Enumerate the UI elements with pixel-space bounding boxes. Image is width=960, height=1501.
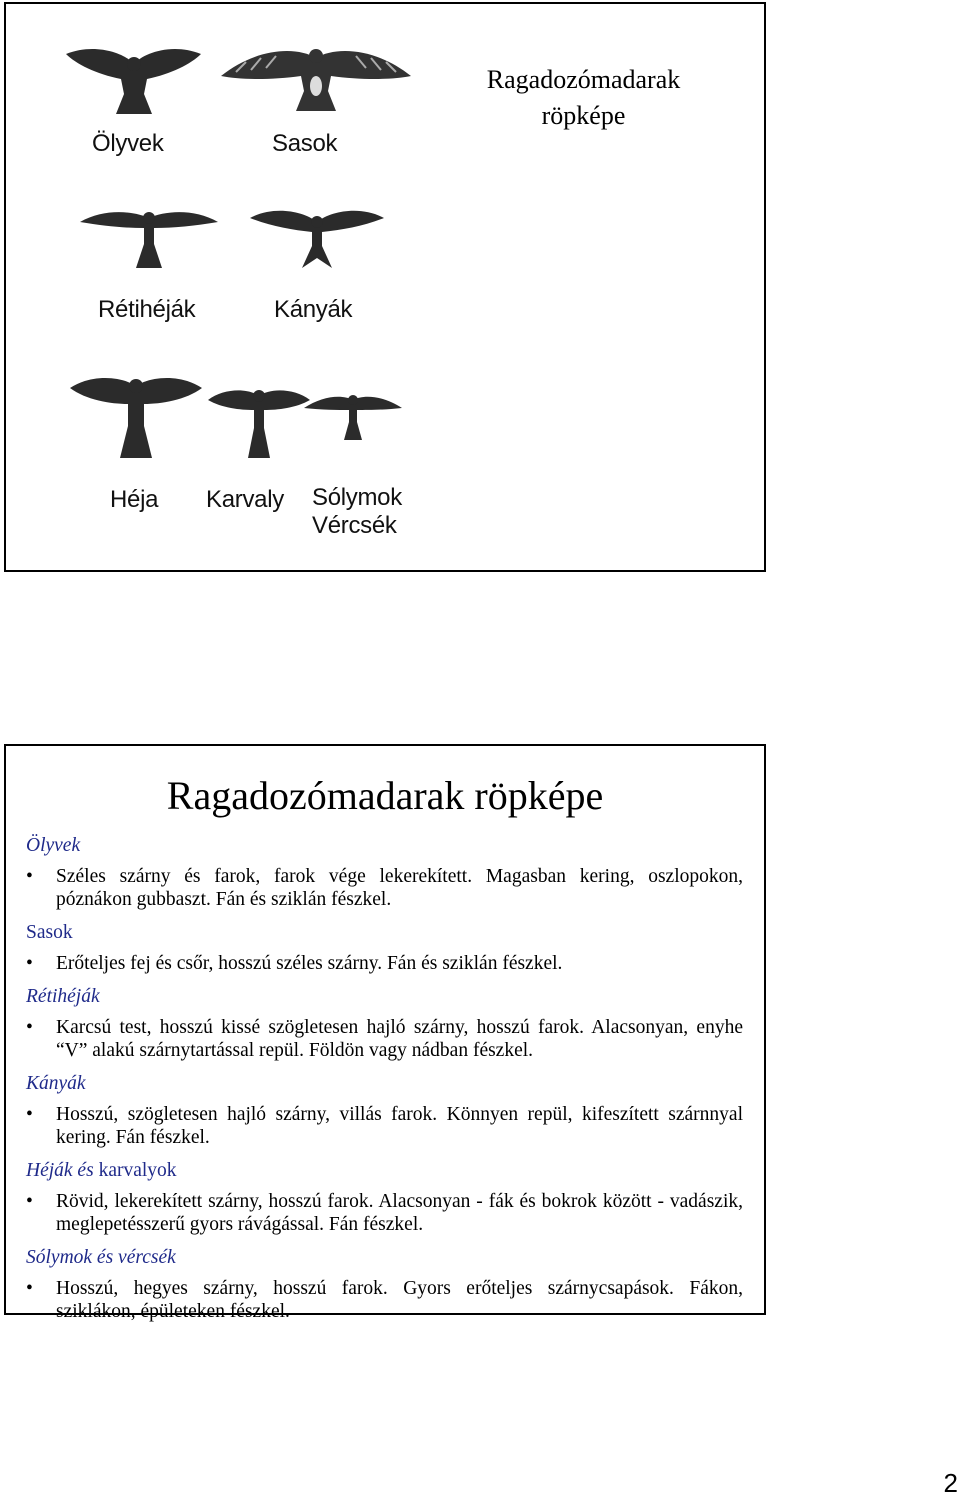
eagle-silhouette [216,36,416,116]
bullet-mark: • [26,1191,33,1212]
description-hejak-karvalyok: Rövid, lekerekített szárny, hosszú farok. Alacsonyan - fák és bokrok között - vadászik, meglepetésszerű gyors rávágással. Fán fészkel. [56,1191,743,1235]
list-item [26,952,743,975]
heading-kanyak: Kányák [26,1073,86,1094]
heading-hejak-karvalyok: Héják és karvalyok [26,1160,177,1181]
label-sasok: Sasok [272,130,338,157]
heading-retihejak: Rétihéják [26,986,100,1007]
raptor-descriptions [26,834,743,1323]
description-olyvek: Széles szárny és farok, farok vége lekerekített. Magasban kering, oszlopokon, póznákon gubbaszt. Fán és sziklán fészkel. [56,866,743,910]
description-sasok: Erőteljes fej és csőr, hosszú széles szárny. Fán és sziklán fészkel. [56,953,563,974]
bullet-mark: • [26,953,33,974]
label-retihejak: Rétihéják [98,296,196,323]
bullet-mark: • [26,1017,33,1038]
heading-sasok: Sasok [26,922,73,943]
bullet-mark: • [26,1278,33,1299]
sparrowhawk-silhouette [204,376,314,466]
slide-2 [4,744,766,1322]
bullet-mark: • [26,1104,33,1125]
label-vercsek: Vércsék [312,512,397,539]
bullet-mark: • [26,866,33,887]
label-heja: Héja [110,486,159,513]
harrier-silhouette [74,196,224,276]
slide-1-title: Ragadozómadarak röpképe [486,65,681,130]
list-item [26,1190,743,1236]
list-item [26,1277,743,1323]
label-olyvek: Ölyvek [92,130,164,157]
goshawk-silhouette [66,366,206,466]
kite-silhouette [242,196,392,276]
description-retihejak: Karcsú test, hosszú kissé szögletesen hajló szárny, hosszú farok. Alacsonyan, enyhe “V” alakú szárnytartással repül. Földön vagy nádban fészkel. [56,1017,743,1061]
label-karvaly: Karvaly [206,486,284,513]
slide-2-title: Ragadozómadarak röpképe [166,773,604,818]
page-number: 2 [943,1468,958,1498]
heading-solymok-vercsek: Sólymok és vércsék [26,1247,176,1268]
list-item [26,865,743,911]
slide-1 [4,2,766,572]
label-solymok: Sólymok [312,484,402,511]
label-kanyak: Kányák [274,296,353,323]
description-solymok-vercsek: Hosszú, hegyes szárny, hosszú farok. Gyors erőteljes szárnycsapások. Fákon, sziklákon, épületeken fészkel. [56,1278,743,1322]
list-item [26,1016,743,1062]
falcon-silhouette [302,384,404,444]
description-kanyak: Hosszú, szögletesen hajló szárny, villás farok. Könnyen repül, kifeszített szárnnyal kering. Fán fészkel. [56,1104,743,1148]
list-item [26,1103,743,1149]
buzzard-silhouette [56,34,211,119]
heading-olyvek: Ölyvek [26,835,81,856]
